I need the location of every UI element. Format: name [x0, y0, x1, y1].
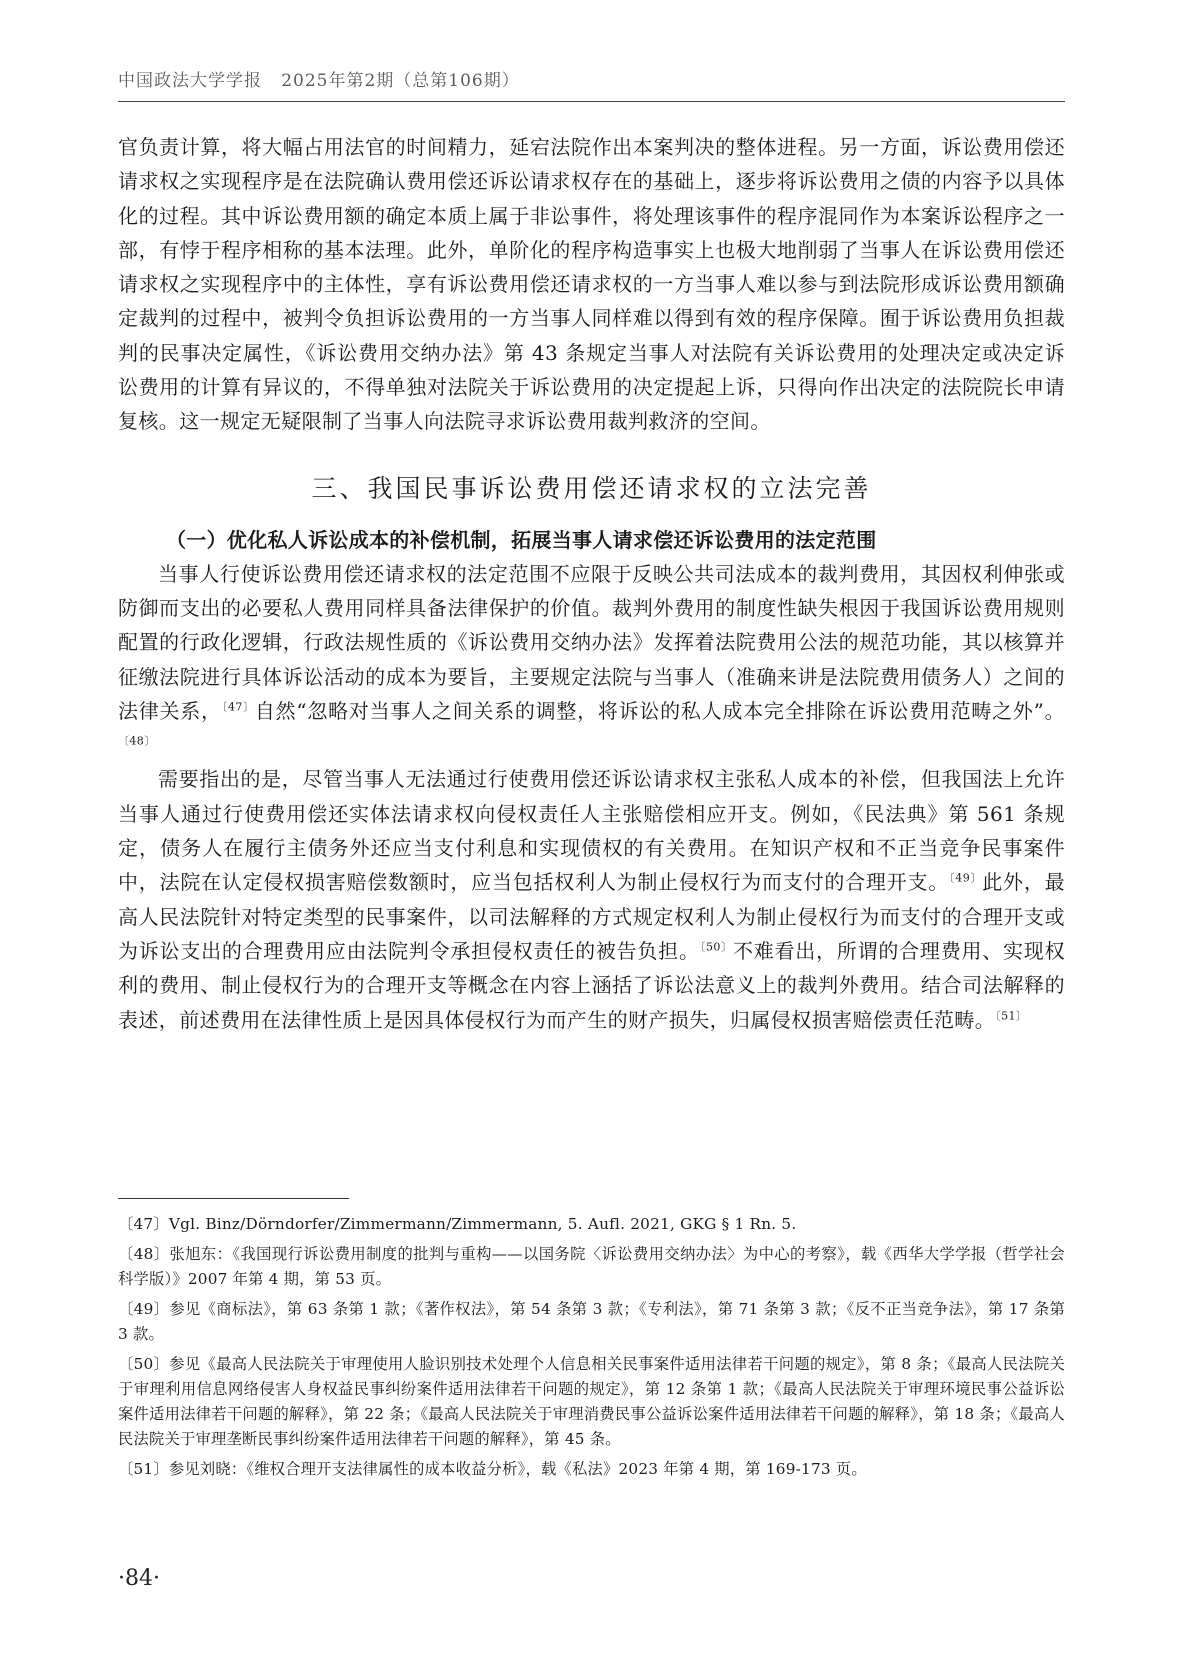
page-number: ·84·	[118, 1566, 160, 1591]
footnotes	[118, 1212, 1065, 1487]
footnote-ref-49[interactable]: 〔49〕	[949, 871, 983, 885]
paragraph-3-text-3: 不难看出，所谓的合理费用、实现权利的费用、制止侵权行为的合理开支等概念在内容上涵括了诉讼法意义上的裁判外费用。结合司法解释的表述，前述费用在法律性质上是因具体侵权行为而产生的财产损失，归属侵权损害赔偿责任范畴。	[118, 938, 1065, 1032]
footnote-47: 〔47〕Vgl. Binz/Dörndorfer/Zimmermann/Zimmermann, 5. Aufl. 2021, GKG § 1 Rn. 5.	[118, 1215, 797, 1233]
running-header	[118, 66, 1065, 91]
paragraph-2-text-1: 当事人行使诉讼费用偿还请求权的法定范围不应限于反映公共司法成本的裁判费用，其因权利伸张或防御而支出的必要私人费用同样具备法律保护的价值。裁判外费用的制度性缺失根因于我国诉讼费用规则配置的行政化逻辑，行政法规性质的《诉讼费用交纳办法》发挥着法院费用公法的规范功能，其以核算并征缴法院进行具体诉讼活动的成本为要旨，主要规定法院与当事人（准确来讲是法院费用债务人）之间的法律关系，	[118, 561, 1065, 723]
paragraph-2	[118, 557, 1065, 763]
journal-name: 中国政法大学学报	[118, 71, 262, 91]
footnote-49: 〔49〕参见《商标法》，第 63 条第 1 款；《著作权法》，第 54 条第 3 款；《专利法》，第 71 条第 3 款；《反不正当竞争法》，第 17 条第 3 款。	[118, 1300, 1065, 1343]
paragraph-3-text-2: 此外，最高人民法院针对特定类型的民事案件，以司法解释的方式规定权利人为制止侵权行为而支付的合理开支或为诉讼支出的合理费用应由法院判令承担侵权责任的被告负担。	[118, 870, 1065, 963]
footnote-ref-48[interactable]: 〔48〕	[118, 734, 156, 748]
section-title: 三、我国民事诉讼费用偿还请求权的立法完善	[311, 473, 872, 503]
header-rule	[118, 101, 1065, 102]
paragraph-3-text-1: 需要指出的是，尽管当事人无法通过行使费用偿还诉讼请求权主张私人成本的补偿，但我国法上允许当事人通过行使费用偿还实体法请求权向侵权责任人主张赔偿相应开支。例如，《民法典》第 561 条规定，债务人在履行主债务外还应当支付利息和实现债权的有关费用。在知识产权和不正当竞争民事案件中，法院在认定侵权损害赔偿数额时，应当包括权利人为制止侵权行为而支付的合理开支。	[118, 767, 1065, 895]
subsection-title: （一）优化私人诉讼成本的补偿机制，拓展当事人请求偿还诉讼费用的法定范围	[166, 527, 877, 552]
footnote-48: 〔48〕张旭东：《我国现行诉讼费用制度的批判与重构——以国务院〈诉讼费用交纳办法〉为中心的考察》，载《西华大学学报（哲学社会科学版）》2007 年第 4 期，第 53 页。	[118, 1245, 1065, 1288]
main-text	[118, 130, 1065, 1037]
footnote-ref-47[interactable]: 〔47〕	[221, 700, 255, 714]
footnote-50: 〔50〕参见《最高人民法院关于审理使用人脸识别技术处理个人信息相关民事案件适用法律若干问题的规定》，第 8 条；《最高人民法院关于审理利用信息网络侵害人身权益民事纠纷案件适用法律若干问题的规定》，第 12 条第 1 款；《最高人民法院关于审理环境民事公益诉讼案件适用法律若干问题的解释》，第 22 条；《最高人民法院关于审理消费民事公益诉讼案件适用法律若干问题的解释》，第 18 条；《最高人民法院关于审理垄断民事纠纷案件适用法律若干问题的解释》，第 45 条。	[118, 1355, 1065, 1448]
paragraph-3	[118, 762, 1065, 1036]
paragraph-2-text-2: 自然“忽略对当事人之间关系的调整，将诉讼的私人成本完全排除在诉讼费用范畴之外”。	[254, 698, 1065, 723]
footnote-rule	[118, 1198, 349, 1199]
footnote-51: 〔51〕参见刘晓：《维权合理开支法律属性的成本收益分析》，载《私法》2023 年第 4 期，第 169-173 页。	[118, 1460, 867, 1478]
issue-info: 2025年第2期（总第106期）	[281, 71, 520, 91]
intro-paragraph: 官负责计算，将大幅占用法官的时间精力，延宕法院作出本案判决的整体进程。另一方面，诉讼费用偿还请求权之实现程序是在法院确认费用偿还诉讼请求权存在的基础上，逐步将诉讼费用之债的内容予以具体化的过程。其中诉讼费用额的确定本质上属于非讼事件，将处理该事件的程序混同作为本案诉讼程序之一部，有悖于程序相称的基本法理。此外，单阶化的程序构造事实上也极大地削弱了当事人在诉讼费用偿还请求权之实现程序中的主体性，享有诉讼费用偿还请求权的一方当事人难以参与到法院形成诉讼费用额确定裁判的过程中，被判令负担诉讼费用的一方当事人同样难以得到有效的程序保障。囿于诉讼费用负担裁判的民事决定属性，《诉讼费用交纳办法》第 43 条规定当事人对法院有关诉讼费用的处理决定或决定诉讼费用的计算有异议的，不得单独对法院关于诉讼费用的决定提起上诉，只得向作出决定的法院院长申请复核。这一规定无疑限制了当事人向法院寻求诉讼费用裁判救济的空间。	[118, 135, 1065, 434]
footnote-ref-51[interactable]: 〔51〕	[995, 1008, 1028, 1022]
footnote-ref-50[interactable]: 〔50〕	[699, 940, 733, 954]
